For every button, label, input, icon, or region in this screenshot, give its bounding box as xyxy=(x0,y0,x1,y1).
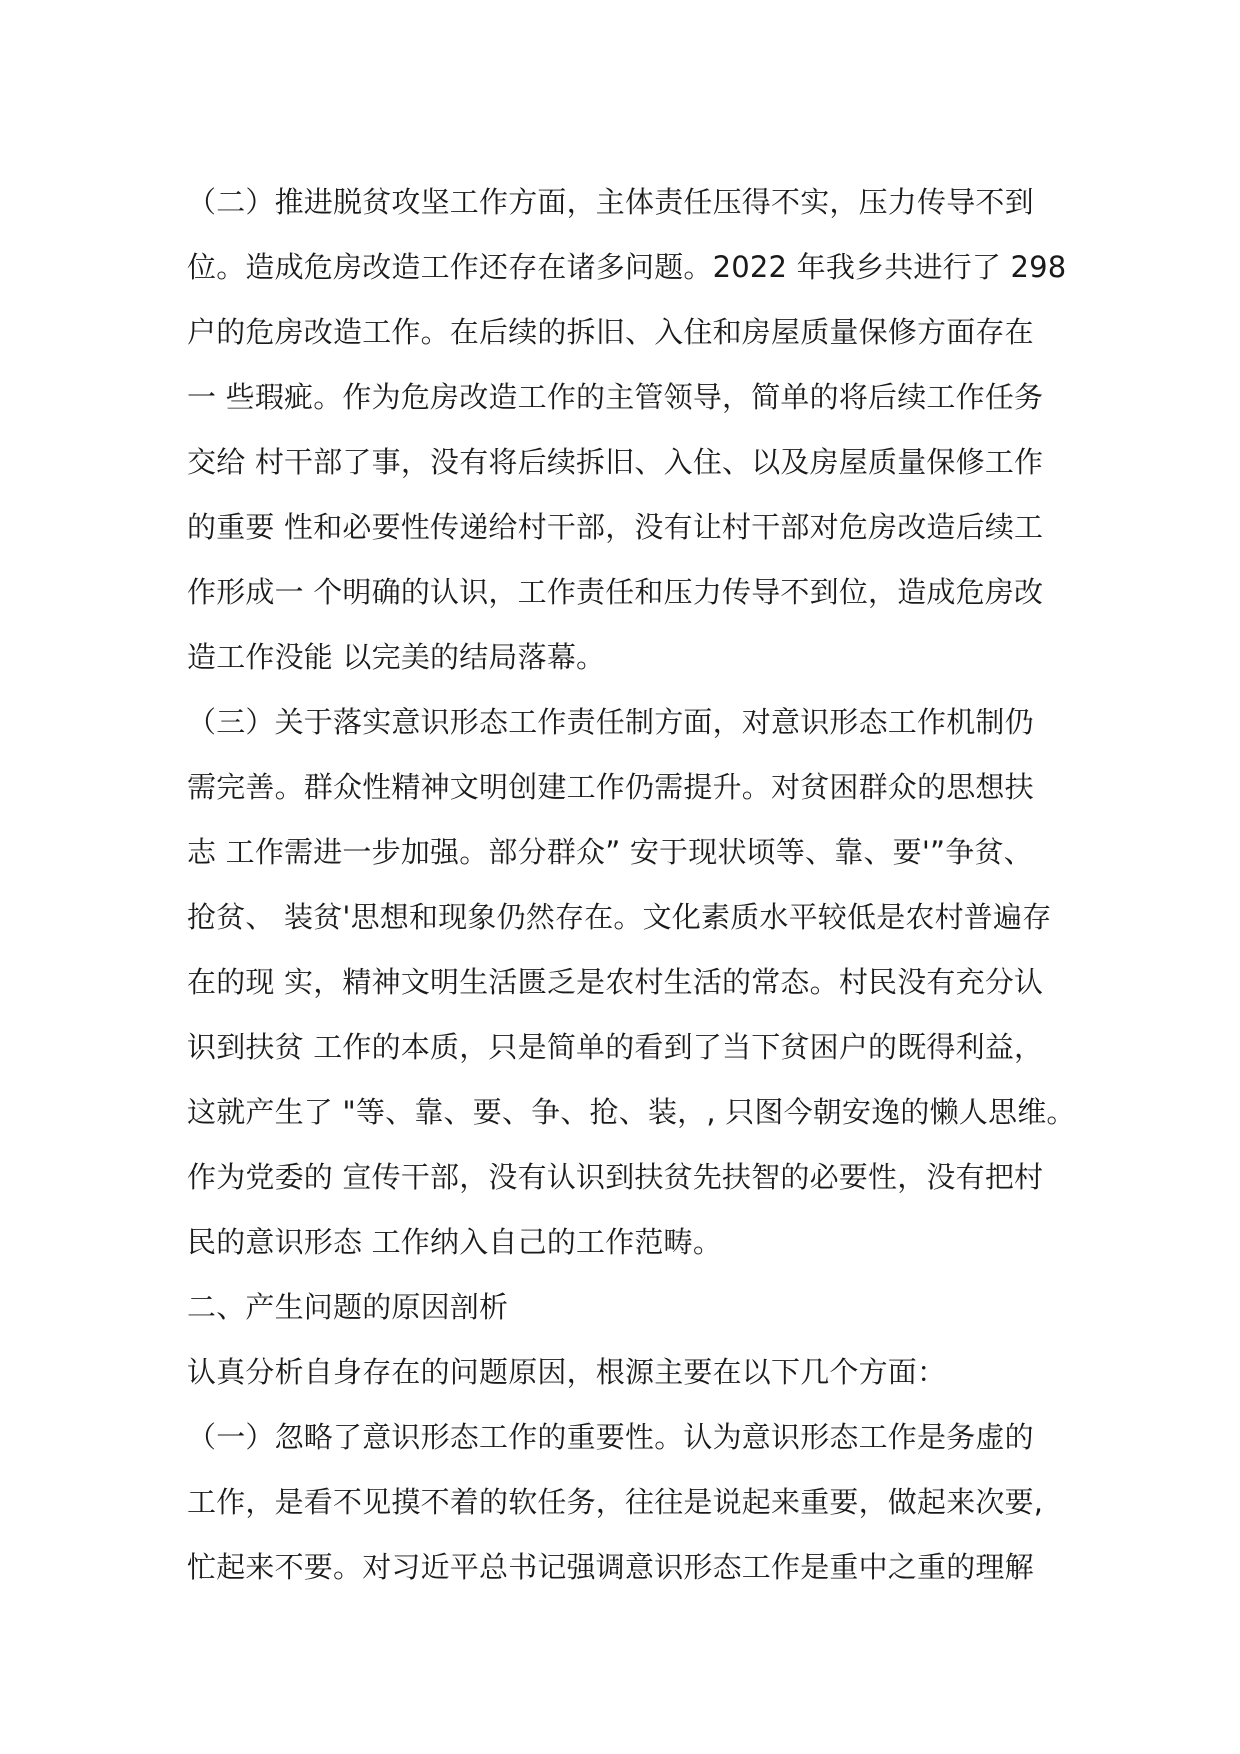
text-line: （二）推进脱贫攻坚工作方面，主体责任压得不实，压力传导不到 xyxy=(187,185,1034,219)
text-line: 造工作没能 以完美的结局落幕。 xyxy=(187,640,606,674)
text-line: 的重要 性和必要性传递给村干部，没有让村干部对危房改造后续工 xyxy=(187,510,1044,544)
text-line: 忙起来不要。对习近平总书记强调意识形态工作是重中之重的理解 xyxy=(187,1550,1034,1584)
text-line: 工作，是看不见摸不着的软任务，往往是说起来重要，做起来次要, xyxy=(187,1485,1044,1519)
text-line: 民的意识形态 工作纳入自己的工作范畴。 xyxy=(187,1225,723,1259)
text-line: 这就产生了 "等、靠、要、争、抢、装，, 只图今朝安逸的懒人思维。 xyxy=(187,1095,1076,1129)
text-line: （一）忽略了意识形态工作的重要性。认为意识形态工作是务虚的 xyxy=(187,1420,1034,1454)
text-line: 交给 村干部了事，没有将后续拆旧、入住、以及房屋质量保修工作 xyxy=(187,445,1044,479)
document-body xyxy=(187,170,1076,1600)
text-line: 识到扶贫 工作的本质，只是简单的看到了当下贫困户的既得利益， xyxy=(187,1030,1044,1064)
text-line: 位。造成危房改造工作还存在诸多问题。2022 年我乡共进行了 298 xyxy=(187,250,1067,284)
text-line: 一 些瑕疵。作为危房改造工作的主管领导，简单的将后续工作任务 xyxy=(187,380,1044,414)
text-line: （三）关于落实意识形态工作责任制方面，对意识形态工作机制仍 xyxy=(187,705,1034,739)
text-line: 作形成一 个明确的认识，工作责任和压力传导不到位，造成危房改 xyxy=(187,575,1044,609)
text-line: 户的危房改造工作。在后续的拆旧、入住和房屋质量保修方面存在 xyxy=(187,315,1034,349)
section-heading: 二、产生问题的原因剖析 xyxy=(187,1290,509,1324)
text-line: 需完善。群众性精神文明创建工作仍需提升。对贫困群众的思想扶 xyxy=(187,770,1034,804)
text-line: 志 工作需进一步加强。部分群众” 安于现状顷等、靠、要'”争贫、 xyxy=(187,835,1033,869)
text-line: 抢贫、 装贫'思想和现象仍然存在。文化素质水平较低是农村普遍存 xyxy=(187,900,1052,934)
text-line: 作为党委的 宣传干部，没有认识到扶贫先扶智的必要性，没有把村 xyxy=(187,1160,1044,1194)
text-line: 在的现 实，精神文明生活匮乏是农村生活的常态。村民没有充分认 xyxy=(187,965,1044,999)
text-line: 认真分析自身存在的问题原因，根源主要在以下几个方面： xyxy=(187,1355,947,1389)
